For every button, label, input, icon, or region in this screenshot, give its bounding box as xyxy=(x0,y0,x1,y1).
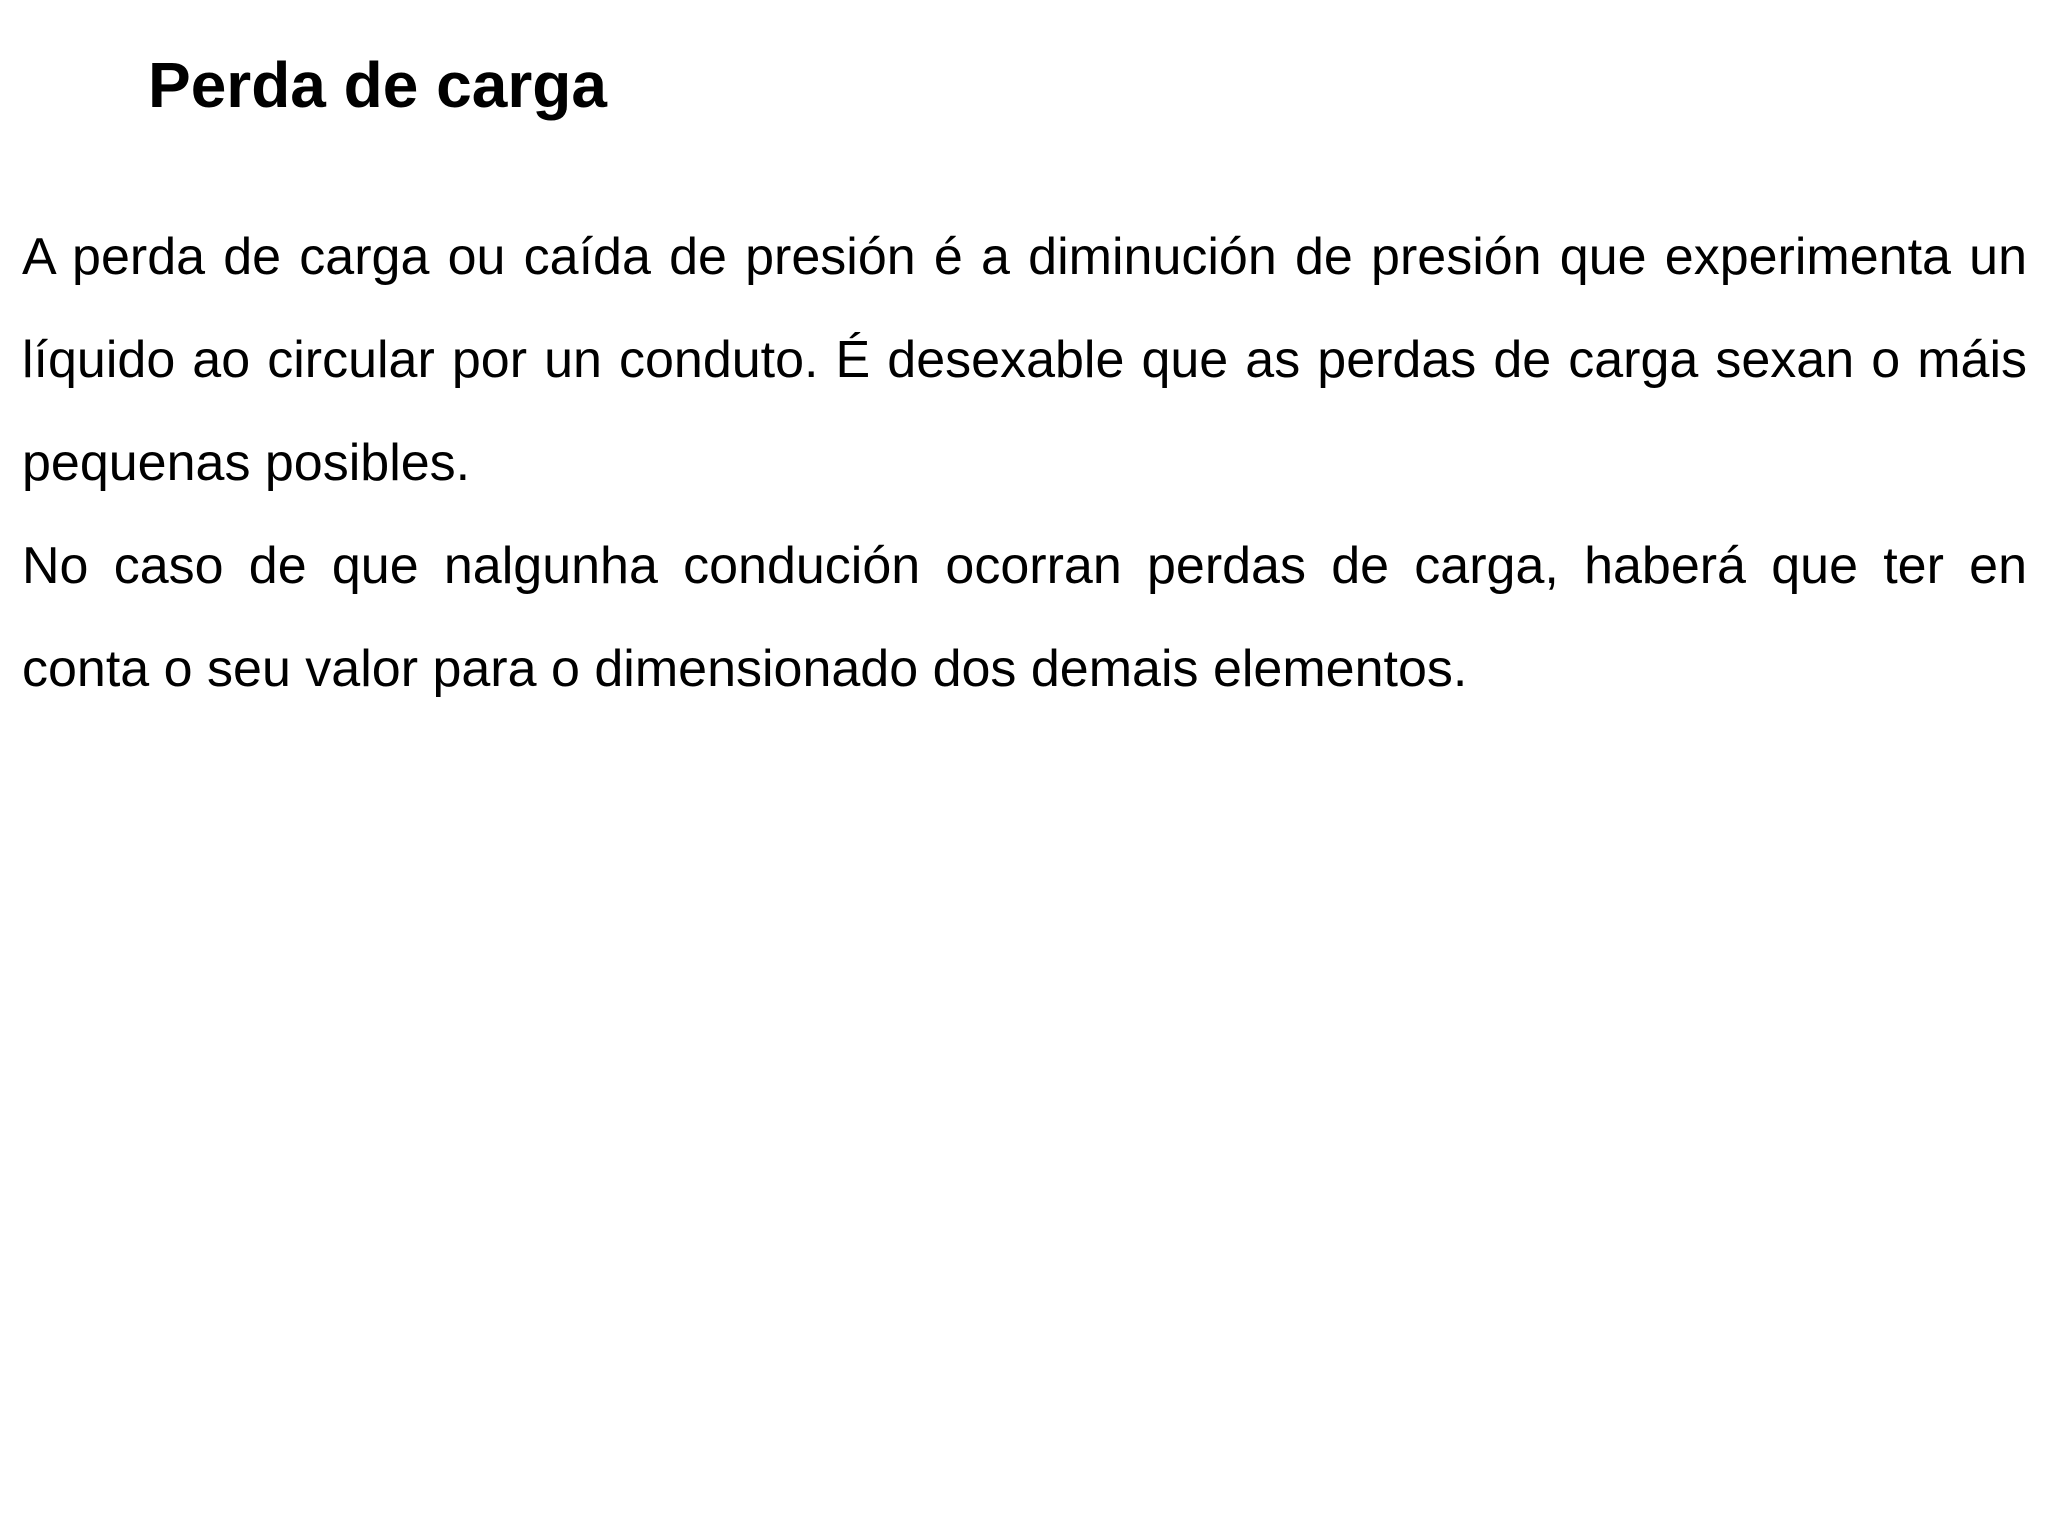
paragraph-definition: A perda de carga ou caída de presión é a diminución de presión que experimenta un líquido ao circular por un conduto. É desexable que as perdas de carga sexan o máis pequenas posibles. xyxy=(22,228,2027,492)
paragraph-consideration: No caso de que nalgunha condución ocorran perdas de carga, haberá que ter en conta o seu valor para o dimensionado dos demais elementos. xyxy=(22,537,2027,698)
slide-body xyxy=(22,206,2027,721)
slide-title: Perda de carga xyxy=(148,49,607,121)
